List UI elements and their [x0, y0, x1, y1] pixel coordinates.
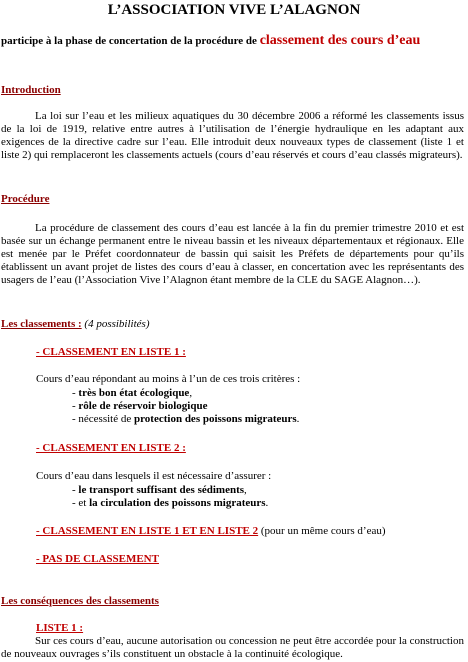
classements-note: (4 possibilités) — [84, 318, 150, 330]
consequences-liste1-heading: LISTE 1 : — [36, 622, 84, 634]
procedure-paragraph: La procédure de classement des cours d’eau est lancée à la fin du premier trimestre 2010 et est basée sur un échange permanent entre le niveau bassin et les niveaux départementaux et régionaux. Elle est menée par le Préfet coordonnateur de bassin qui saisit les Préfets de départements pour qu’ils établissent un avant projet de listes des cours d’eau à classer, en concertation avec les représentants des usagers de l’eau (l’Association Vive l’Alagnon étant membre de la CLE du SAGE Alagnon…). — [1, 222, 464, 286]
introduction-paragraph: La loi sur l’eau et les milieux aquatiques du 30 décembre 2006 a réformé les classements issus de la loi de 1919, relative entre autres à l’utilisation de l’énergie hydraulique en les adaptant aux exigences de la directive cadre sur l’eau. Elle introduit deux nouveaux types de classement (liste 1 et liste 2) qui remplaceront les classements actuels (cours d’eau réservés et cours d’eau classés migrateurs). — [1, 110, 464, 161]
liste2-criteria — [72, 484, 268, 510]
classements-heading: Les classements : — [1, 318, 82, 330]
liste1-heading: - CLASSEMENT EN LISTE 1 : — [36, 346, 186, 358]
lead-sentence — [1, 33, 463, 49]
liste12-heading: - CLASSEMENT EN LISTE 1 ET EN LISTE 2 — [36, 525, 259, 537]
criterion-item: - rôle de réservoir biologique — [72, 400, 208, 412]
liste2-intro: Cours d’eau dans lesquels il est nécessaire d’assurer : — [36, 470, 272, 482]
liste12-note: (pour un même cours d’eau) — [258, 525, 386, 537]
lead-highlight: classement des cours d’eau — [259, 33, 421, 48]
criterion-item: - très bon état écologique, — [72, 387, 193, 399]
criterion-item: - et la circulation des poissons migrateurs. — [72, 497, 269, 509]
criterion-item: - nécessité de protection des poissons migrateurs. — [72, 413, 300, 425]
procedure-heading: Procédure — [1, 193, 50, 205]
consequences-liste1-paragraph: Sur ces cours d’eau, aucune autorisation ou concession ne peut être accordée pour la construction de nouveaux ouvrages s’ils constituent un obstacle à la continuité écologique. — [1, 635, 464, 660]
liste1-criteria — [72, 387, 299, 426]
liste12-line — [36, 525, 386, 538]
lead-text: participe à la phase de concertation de la procédure de — [1, 35, 260, 47]
liste2-heading: - CLASSEMENT EN LISTE 2 : — [36, 442, 186, 454]
introduction-heading: Introduction — [1, 84, 61, 96]
criterion-item: - le transport suffisant des sédiments, — [72, 484, 247, 496]
consequences-heading: Les conséquences des classements — [1, 595, 159, 607]
classements-heading-line — [1, 318, 150, 331]
page-title: L’ASSOCIATION VIVE L’ALAGNON — [107, 2, 361, 18]
liste1-intro: Cours d’eau répondant au moins à l’un de ces trois critères : — [36, 373, 301, 385]
no-classement-heading: - PAS DE CLASSEMENT — [36, 553, 159, 565]
